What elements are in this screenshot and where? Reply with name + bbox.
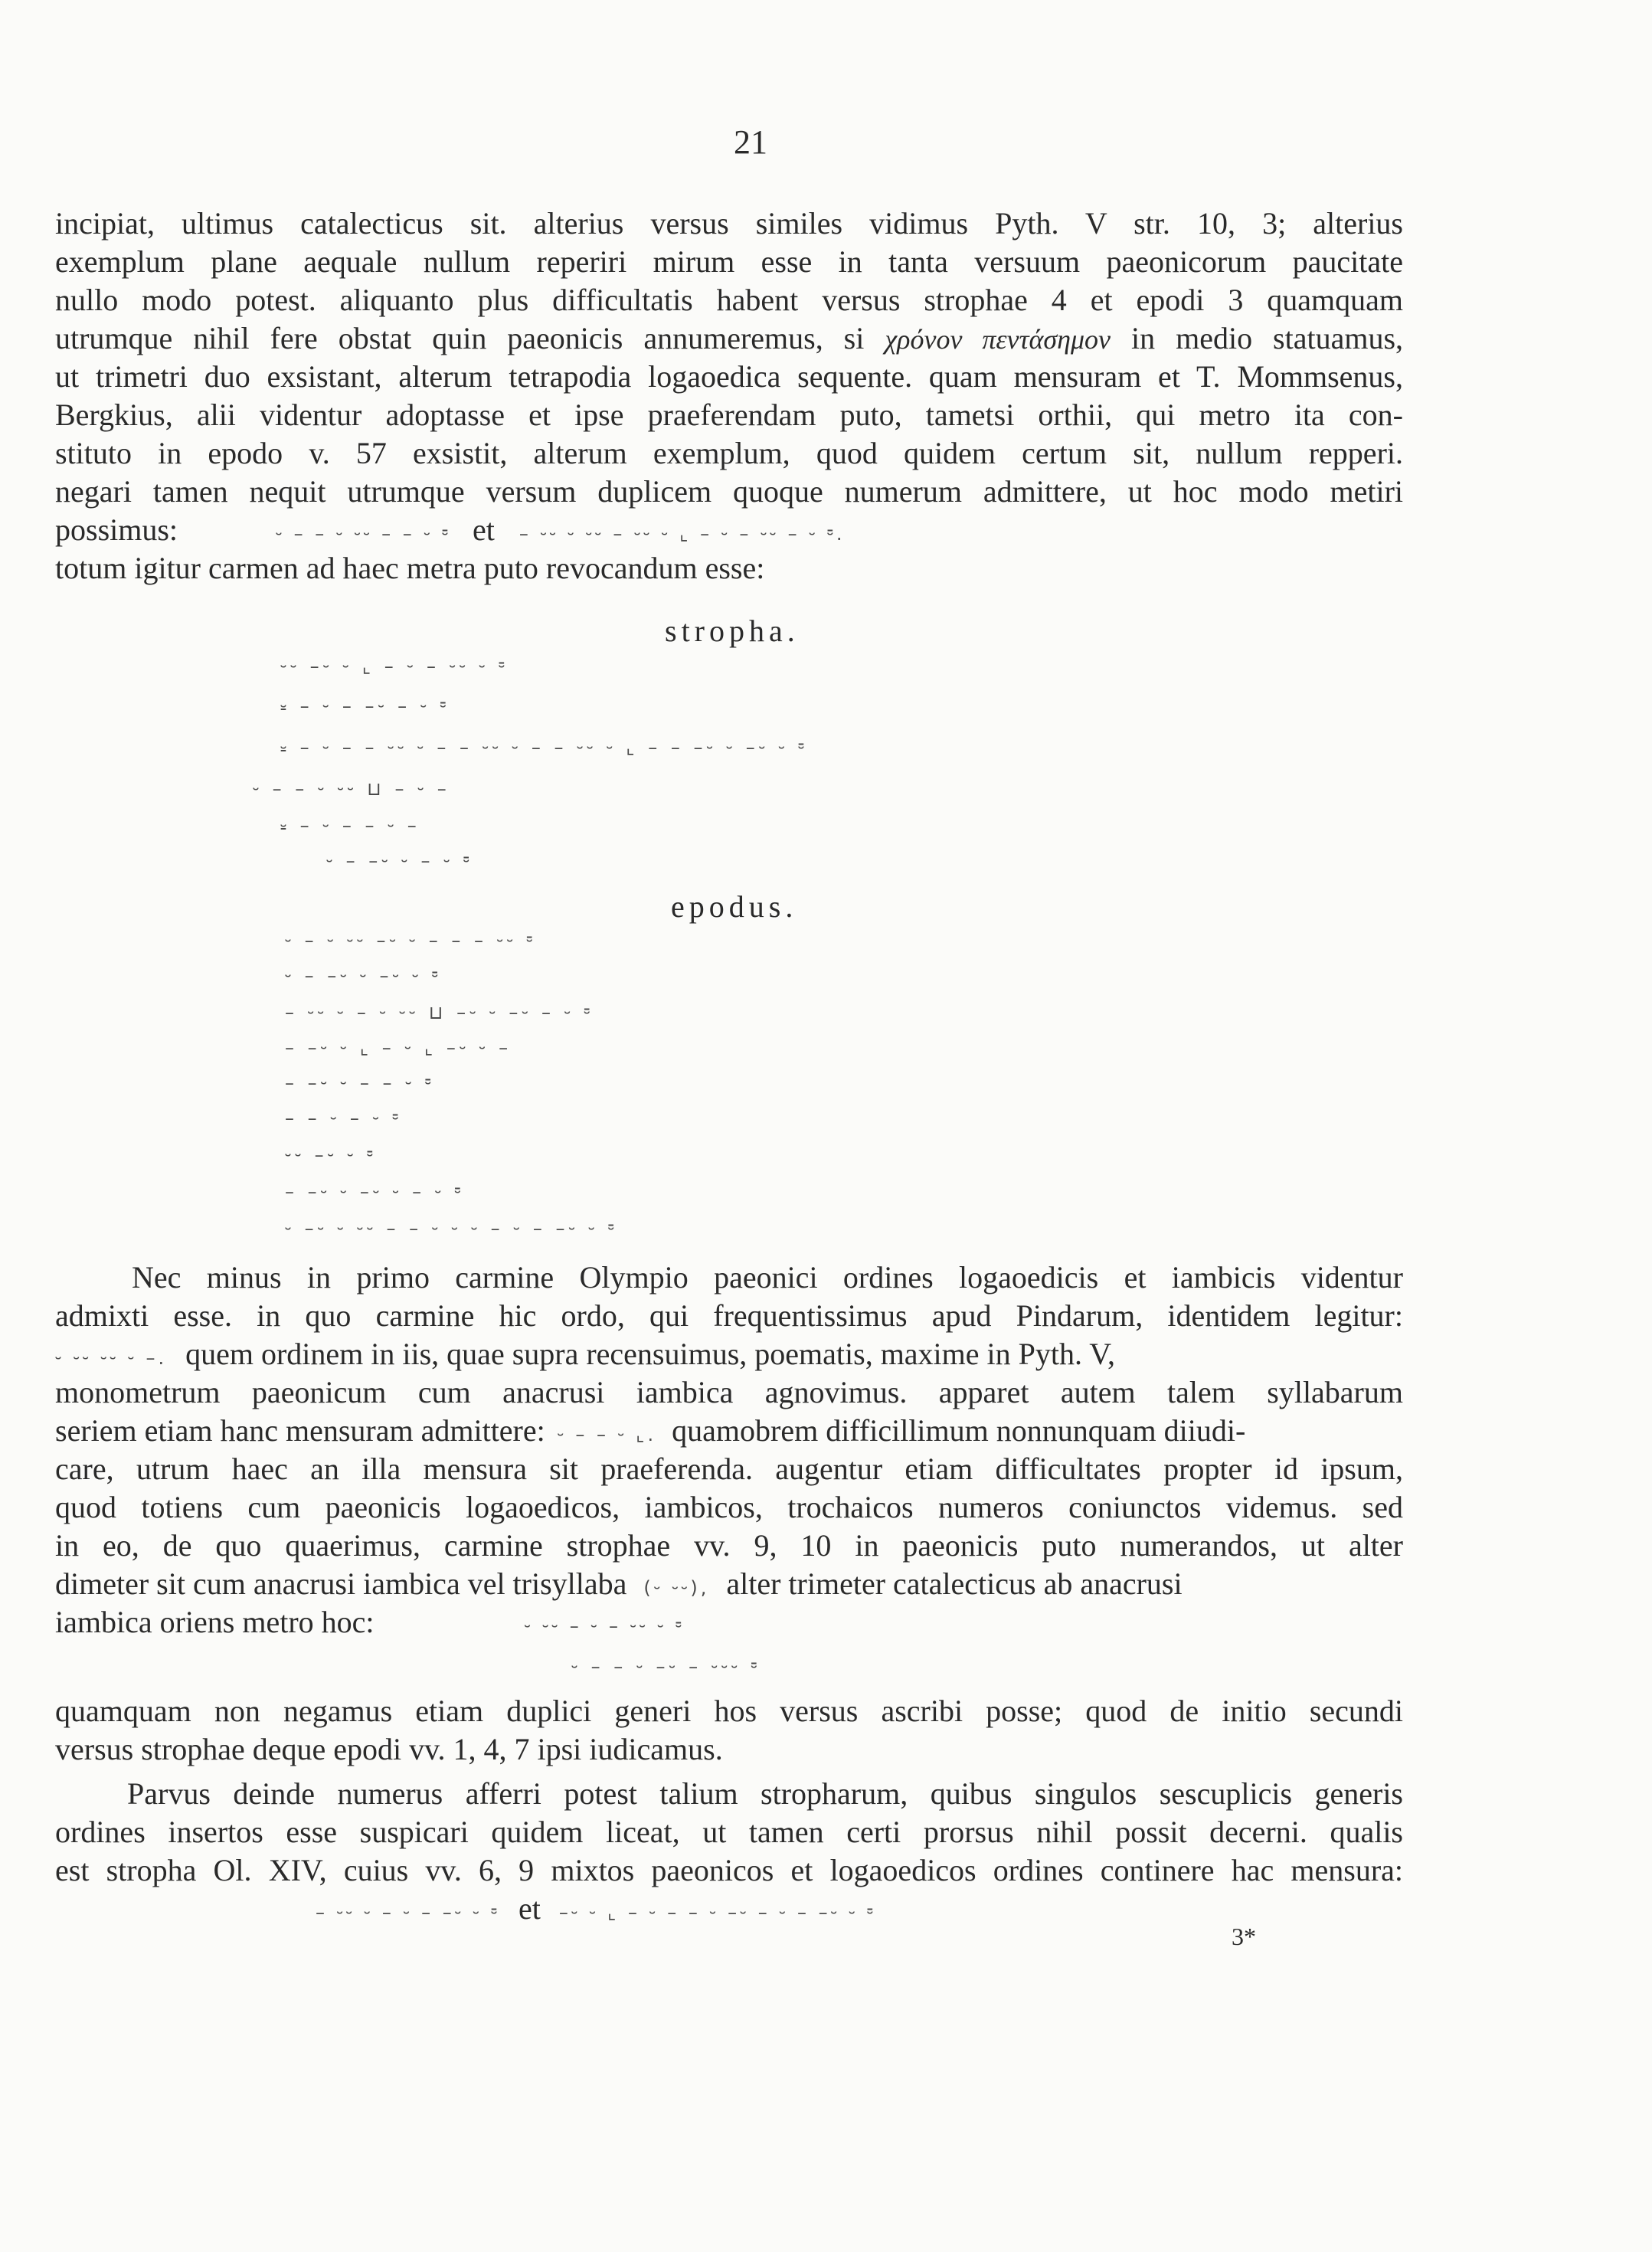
text-segment: iambica oriens metro hoc: (55, 1605, 375, 1639)
paragraph-line: negari tamen nequit utrumque versum duplicem quoque numerum admittere, ut hoc modo metiri (55, 474, 1403, 509)
text-segment: possimus: (55, 512, 178, 547)
epodus-line-6: – – ⏑ – ⏑ ⏒ (285, 1108, 403, 1129)
section-heading-stropha: stropha. (665, 614, 800, 648)
text-segment: in medio statuamus, (1131, 321, 1403, 355)
paragraph-line: Bergkius, alii videntur adoptasse et ipse praeferendam puto, tametsi orthii, qui metro ita con- (55, 398, 1403, 432)
paragraph-line: quamquam non negamus etiam duplici generi hos versus ascribi posse; quod de initio secundi (55, 1694, 1403, 1728)
epodus-line-9: ⏑ –⏑ ⏑ ⏑⏑ – – ⏑ ⏑ ⏑ – ⏑ – –⏑ ⏑ ⏒ (285, 1218, 618, 1239)
paragraph-line: est stropha Ol. XIV, cuius vv. 6, 9 mixtos paeonicos et logaoedicos ordines continere hac mensura: (55, 1853, 1403, 1887)
paragraph-line: totum igitur carmen ad haec metra puto revocandum esse: (55, 551, 765, 585)
paragraph-line: incipiat, ultimus catalecticus sit. alterius versus similes vidimus Pyth. V str. 10, 3; alterius (55, 206, 1403, 241)
stropha-line-4: ⏑ – – ⏑ ⏑⏑ ⊔ – ⏑ – (253, 778, 450, 800)
metrical-scheme: (⏑ ⏑⏑), (643, 1577, 710, 1599)
metrical-scheme-line: ⏑ – – ⏑ –⏑ – ⏑⏑⏑ ⏒ (571, 1656, 761, 1678)
paragraph-line (55, 1604, 1403, 1645)
text-segment: quem ordinem in iis, quae supra recensuimus, poematis, maxime in Pyth. V, (185, 1337, 1116, 1371)
text-segment: et (518, 1891, 541, 1926)
paragraph-line: Parvus deinde numerus afferri potest talium stropharum, quibus singulos sescuplicis generis (127, 1776, 1403, 1811)
paragraph-line (55, 1336, 1403, 1376)
text-segment: et (473, 512, 495, 547)
epodus-line-8: – –⏑ ⏑ –⏑ ⏑ – ⏑ ⏒ (285, 1181, 465, 1203)
text-segment: quamobrem difficillimum nonnunquam diiudi- (672, 1413, 1246, 1448)
signature-mark: 3* (1232, 1923, 1256, 1950)
metrical-scheme: ⏑ ⏑⏑ ⏑⏑ ⏑ –. (55, 1347, 168, 1369)
section-heading-epodus: epodus. (671, 889, 798, 924)
metrical-scheme: ⏑ – – ⏑ ⏑⏑ – – ⏑ ⏒ (276, 523, 452, 545)
greek-phrase: χρόνον πεντάσημον (885, 324, 1111, 355)
text-segment: alter trimeter catalecticus ab anacrusi (726, 1566, 1183, 1601)
stropha-line-6: ⏑ – –⏑ ⏑ – ⏑ ⏒ (326, 850, 473, 872)
paragraph-line: stituto in epodo v. 57 exsistit, alterum exemplum, quod quidem certum sit, nullum repperi. (55, 436, 1403, 470)
paragraph-line: admixti esse. in quo carmine hic ordo, qui frequentissimus apud Pindarum, identidem legitur: (55, 1298, 1403, 1333)
stropha-line-1: ⏑⏑ –⏑ ⏑ ⌞ – ⏑ – ⏑⏑ ⏑ ⏒ (280, 656, 509, 677)
epodus-line-5: – –⏑ ⏑ – – ⏑ ⏒ (285, 1072, 435, 1094)
paragraph-line: ordines insertos esse suspicari quidem liceat, ut tamen certi prorsus nihil possit decerni. qualis (55, 1815, 1403, 1849)
text-segment: utrumque nihil fere obstat quin paeonicis annumeremus, si (55, 321, 865, 355)
metrical-scheme: ⏑ ⏑⏑ – ⏑ – ⏑⏑ ⏑ ⏒ (524, 1615, 685, 1637)
page-number: 21 (734, 123, 767, 161)
stropha-line-5: ⏓ – ⏑ – – ⏑ – (280, 815, 420, 836)
paragraph-line: quod totiens cum paeonicis logaoedicos, iambicos, trochaicos numeros coniunctos videmus. sed (55, 1490, 1403, 1524)
paragraph-line: ut trimetri duo exsistant, alterum tetrapodia logaoedica sequente. quam mensuram et T. Mommsenus, (55, 359, 1403, 394)
paragraph-line (55, 1412, 1403, 1453)
epodus-line-7: ⏑⏑ –⏑ ⏑ ⏒ (285, 1144, 377, 1166)
paragraph-line (55, 1566, 1403, 1606)
paragraph-line: Nec minus in primo carmine Olympio paeonici ordines logaoedicis et iambicis videntur (132, 1260, 1403, 1295)
paragraph-line: versus strophae deque epodi vv. 1, 4, 7 ipsi iudicamus. (55, 1732, 723, 1766)
epodus-line-1: ⏑ – ⏑ ⏑⏑ –⏑ ⏑ – – – ⏑⏑ ⏒ (285, 930, 537, 951)
stropha-line-2: ⏓ – ⏑ – –⏑ – ⏑ ⏒ (280, 696, 450, 717)
text-segment: seriem etiam hanc mensuram admittere: (55, 1413, 545, 1448)
epodus-line-4: – –⏑ ⏑ ⌞ – ⏑ ⌞ –⏑ ⏑ – (285, 1037, 512, 1059)
stropha-line-3: ⏓ – ⏑ – – ⏑⏑ ⏑ – – ⏑⏑ ⏑ – – ⏑⏑ ⏑ ⌞ – – –⏑ ⏑ –⏑ ⏑ ⏒ (280, 737, 808, 758)
metrical-scheme: – ⏑⏑ ⏑ – ⏑ – –⏑ ⏑ ⏒ (316, 1902, 500, 1923)
paragraph-line: in eo, de quo quaerimus, carmine strophae vv. 9, 10 in paeonicis puto numerandos, ut alter (55, 1528, 1403, 1563)
paragraph-line: monometrum paeonicum cum anacrusi iambica agnovimus. apparet autem talem syllabarum (55, 1375, 1403, 1409)
metrical-scheme: – ⏑⏑ ⏑ ⏑⏑ – ⏑⏑ ⏑ ⌞ – ⏑ – ⏑⏑ – ⏑ ⏒. (518, 523, 846, 545)
paragraph-line: nullo modo potest. aliquanto plus difficultatis habent versus strophae 4 et epodi 3 quamquam (55, 283, 1403, 317)
metrical-scheme: –⏑ ⏑ ⌞ – ⏑ – – ⏑ –⏑ – ⏑ – –⏑ ⏑ ⏒ (558, 1902, 876, 1923)
paragraph-line: exemplum plane aequale nullum reperiri mirum esse in tanta versuum paeonicorum paucitate (55, 244, 1403, 279)
epodus-line-3: – ⏑⏑ ⏑ – ⏑ ⏑⏑ ⊔ –⏑ ⏑ –⏑ – ⏑ ⏒ (285, 1002, 594, 1023)
paragraph-line (55, 320, 1403, 358)
metrical-scheme: ⏑ – – ⏑ ⌞. (557, 1424, 657, 1445)
epodus-line-2: ⏑ – –⏑ ⏑ –⏑ ⏑ ⏒ (285, 965, 442, 987)
paragraph-line (55, 512, 1403, 552)
paragraph-line (316, 1890, 1388, 1931)
text-segment: dimeter sit cum anacrusi iambica vel trisyllaba (55, 1566, 627, 1601)
paragraph-line: care, utrum haec an illa mensura sit praeferenda. augentur etiam difficultates propter id ipsum, (55, 1452, 1403, 1486)
